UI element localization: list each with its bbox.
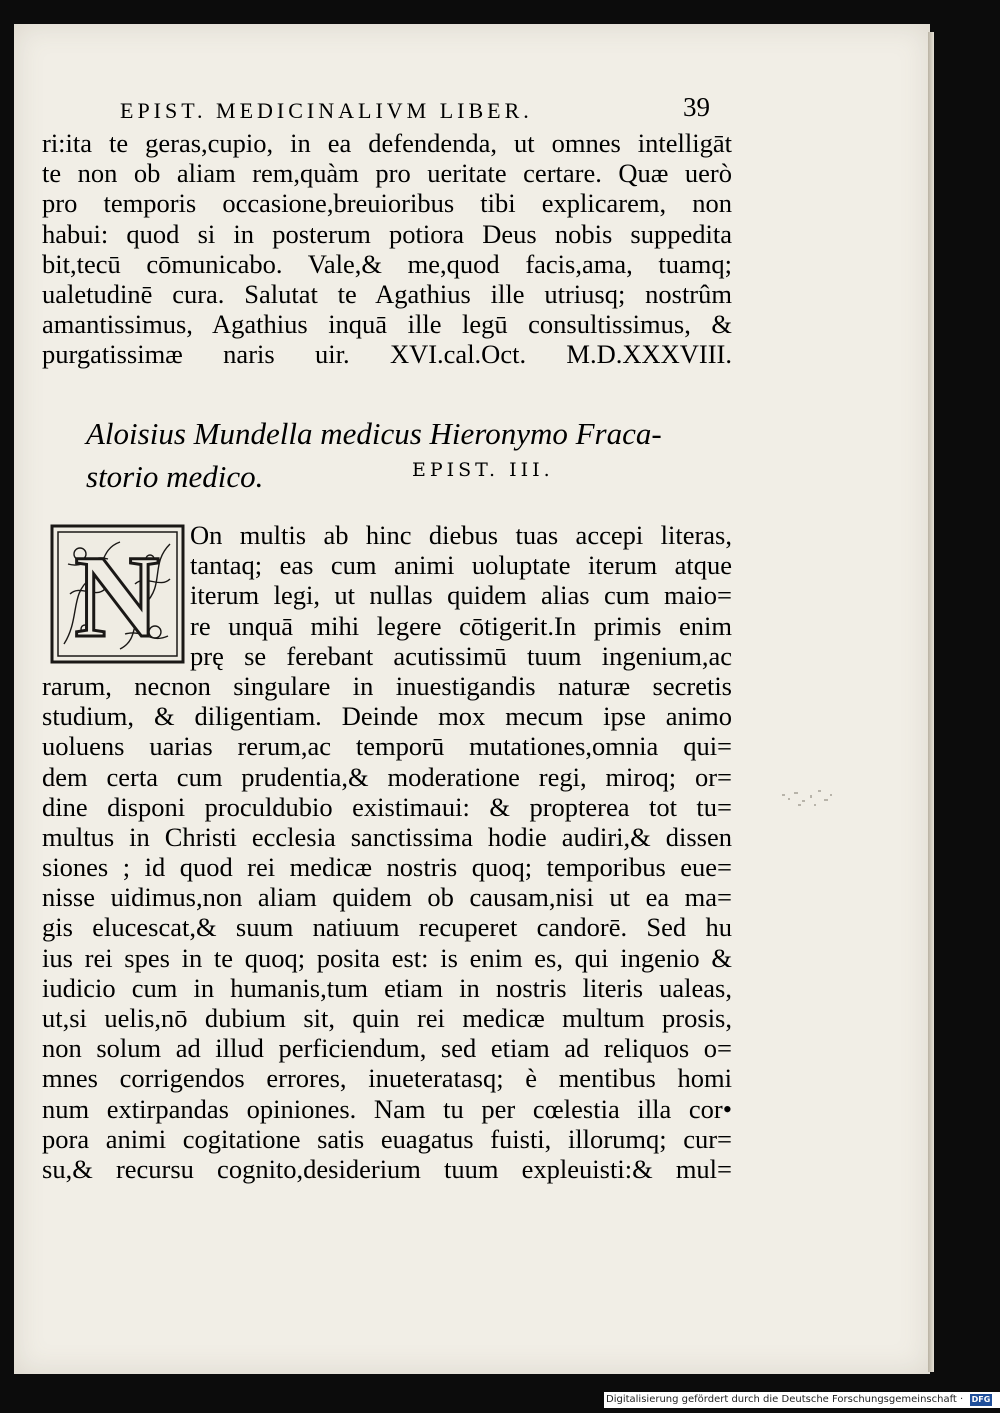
text-line: iudicio cum in humanis,tum etiam in nostris literis ualeas, [42, 972, 732, 1003]
page-edge [928, 32, 934, 1372]
letter-heading [86, 412, 706, 498]
text-line: uoluens uarias rerum,ac temporū mutationes,omnia qui= [42, 731, 732, 762]
text-line: pora animi cogitatione satis euagatus fuisti, illorumq; cur= [42, 1123, 732, 1154]
digitization-footer [604, 1392, 1000, 1408]
text-line: habui: quod si in posterum potiora Deus nobis suppedita [42, 218, 732, 249]
page-number: 39 [683, 92, 710, 122]
text-line: pro temporis occasione,breuioribus tibi explicarem, non [42, 188, 732, 219]
text-line: iterum legi, ut nullas quidem alias cum maio= [190, 580, 732, 611]
text-line: nisse uidimus,non aliam quidem ob causam,nisi ut ea ma= [42, 882, 732, 913]
letter-body [42, 520, 732, 1184]
footer-credit-text: Digitalisierung gefördert durch die Deutsche Forschungsgemeinschaft · [606, 1394, 964, 1405]
text-line: num extirpandas opiniones. Nam tu per cœlestia illa cor• [42, 1093, 732, 1124]
text-line: amantissimus, Agathius inquā ille legū consultissimus, & [42, 309, 732, 340]
dfg-logo: DFG [971, 1395, 991, 1404]
text-line: mnes corrigendos errores, inueteratasq; è mentibus homi [42, 1063, 732, 1094]
text-line: gis elucescat,& suum natiuum recuperet candorē. Sed hu [42, 912, 732, 943]
text-line: dine disponi proculdubio existimaui: & propterea tot tu= [42, 791, 732, 822]
text-line: prę se ferebant acutissimū tuum ingenium,ac [190, 640, 732, 671]
text-line: ut,si uelis,nō dubium sit, quin rei medicæ multum prosis, [42, 1003, 732, 1033]
text-line: te non ob aliam rem,quàm pro ueritate certare. Quæ uerò [42, 158, 732, 189]
text-line: dem certa cum prudentia,& moderatione regi, miroq; or= [42, 761, 732, 792]
continued-letter-text [42, 128, 732, 370]
text-line: non solum ad illud perficiendum, sed etiam ad reliquos o= [42, 1033, 732, 1064]
heading-line: storio medico. [86, 459, 264, 494]
text-line: multus in Christi ecclesia sanctissima hodie audiri,& dissen [42, 821, 732, 852]
heading-line: Aloisius Mundella medicus Hieronymo Fraca- [86, 416, 662, 451]
text-line: ualetudinē cura. Salutat te Agathius ille utriusq; nostrûm [42, 278, 732, 309]
epistle-number: EPIST. III. [412, 459, 554, 481]
text-line: re unquā mihi legere cōtigerit.In primis enim [190, 610, 732, 641]
text-line: rarum, necnon singulare in inuestigandis naturæ secretis [42, 670, 732, 701]
text-line: ri:ita te geras,cupio, in ea defendenda, ut omnes intelligāt [42, 128, 732, 158]
running-head [120, 92, 710, 132]
text-line: su,& recursu cognito,desiderium tuum expleuisti:& mul= [42, 1153, 732, 1184]
bleed-through-mark-icon [778, 786, 838, 814]
text-line: siones ; id quod rei medicæ nostris quoq; temporibus eue= [42, 852, 732, 883]
text-line: ius rei spes in te quoq; posita est: is enim es, qui ingenio & [42, 942, 732, 973]
text-line: tantaq; eas cum animi uoluptate iterum atque [190, 550, 732, 581]
text-line: purgatissimæ naris uir. XVI.cal.Oct. M.D.XXXVIII. [42, 339, 732, 370]
running-head-title: EPIST. MEDICINALIVM LIBER. [120, 98, 533, 123]
svg-text:N: N [74, 531, 160, 662]
text-line: bit,tecū cōmunicabo. Vale,& me,quod facis,ama, tuamq; [42, 248, 732, 279]
text-line: studium, & diligentiam. Deinde mox mecum ipse animo [42, 701, 732, 732]
text-line: On multis ab hinc diebus tuas accepi literas, [190, 520, 732, 550]
